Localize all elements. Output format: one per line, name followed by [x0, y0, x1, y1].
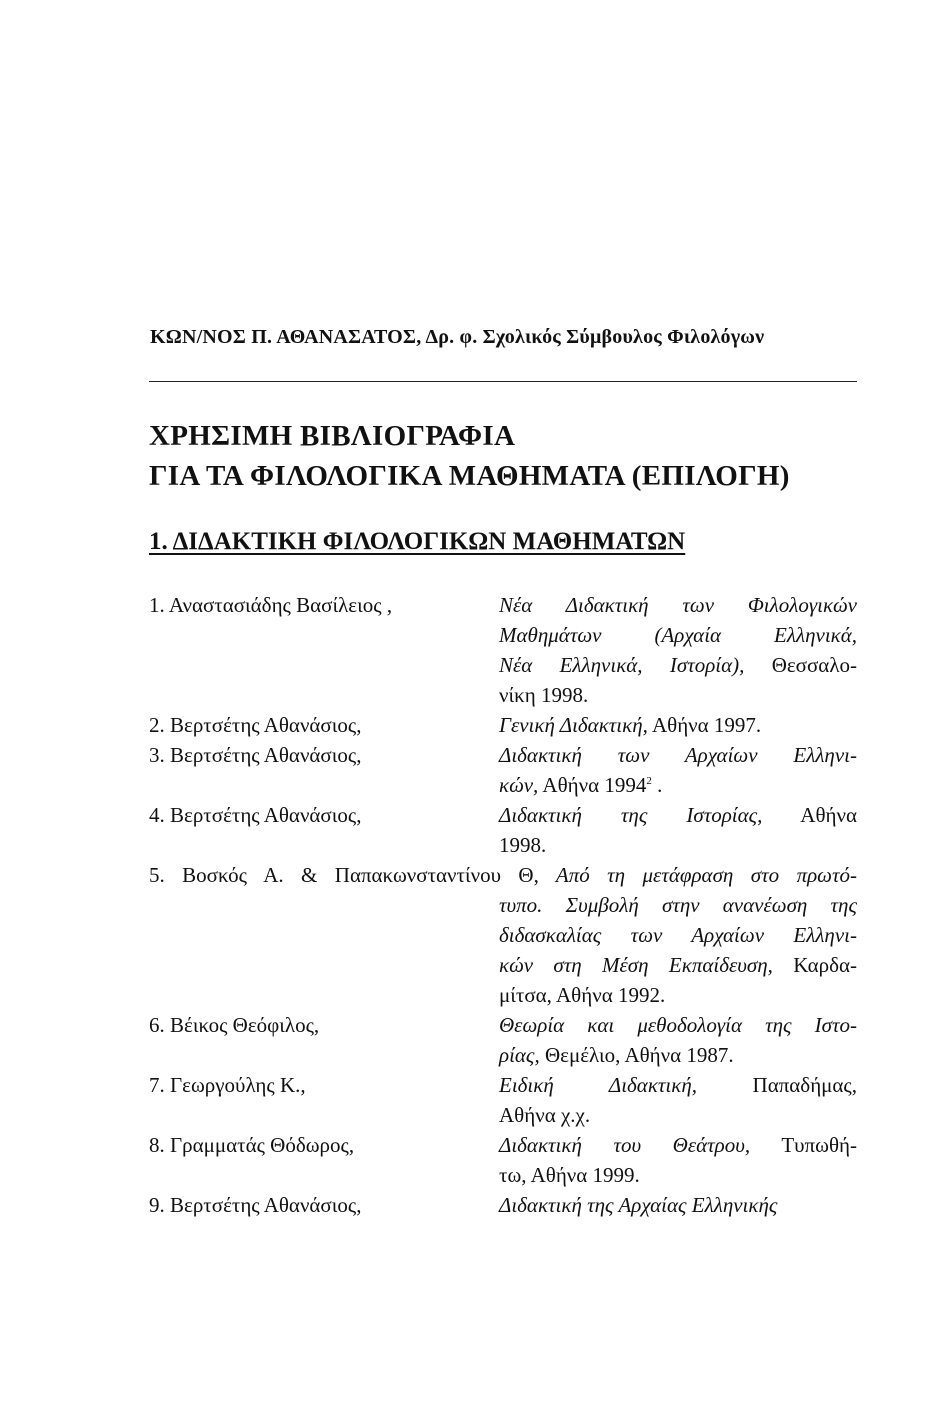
entry-work-line: [499, 1160, 857, 1190]
entry-work-line: [499, 1190, 857, 1220]
entry-work-line: [499, 830, 857, 860]
publication-info-text: .: [651, 773, 663, 797]
entry-work: [499, 710, 857, 740]
publication-info-text: Τυπωθή-: [750, 1133, 857, 1157]
work-title-text: ρίας,: [499, 1043, 540, 1067]
entry-work-line: [499, 1010, 857, 1040]
bibliography-entry: [149, 740, 859, 800]
publication-info-text: Αθήνα: [762, 803, 857, 827]
entry-work-line: [499, 590, 857, 620]
publication-info-text: Θεμέλιο, Αθήνα 1987.: [539, 1043, 734, 1067]
bibliography-entry: [149, 590, 859, 710]
entry-work-line: [499, 920, 857, 950]
entry-work-line: [499, 1100, 857, 1130]
entry-author: 7. Γεωργούλης Κ.,: [149, 1073, 306, 1097]
entry-author: 8. Γραμματάς Θόδωρος,: [149, 1133, 355, 1157]
work-title-text: διδασκαλίας των Αρχαίων Ελληνι-: [499, 923, 857, 947]
work-title-text: Διδακτική των Αρχαίων Ελληνι-: [499, 743, 857, 767]
publication-info-text: Παπαδήμας,: [697, 1073, 858, 1097]
work-title-text: Νέα Διδακτική των Φιλολογικών: [499, 593, 857, 617]
bibliography-entry: [149, 1070, 859, 1130]
publication-info-text: Αθήνα χ.χ.: [499, 1103, 591, 1127]
entry-work: [499, 1070, 857, 1130]
publication-info-text: Αθήνα 1994: [538, 773, 647, 797]
work-title-text: Μαθημάτων (Αρχαία Ελληνικά,: [499, 623, 857, 647]
page-title-line-2: ΓΙΑ ΤΑ ΦΙΛΟΛΟΓΙΚΑ ΜΑΘΗΜΑΤΑ (ΕΠΙΛΟΓΗ): [149, 460, 790, 492]
entry-author: 1. Αναστασιάδης Βασίλειος ,: [149, 593, 393, 617]
author-header: ΚΩΝ/ΝΟΣ Π. ΑΘΑΝΑΣΑΤΟΣ, Δρ. φ. Σχολικός Σύμβουλος Φιλολόγων: [150, 326, 765, 348]
entry-work-line: [499, 650, 857, 680]
entry-work: [499, 1010, 857, 1070]
entry-work-line: [499, 1070, 857, 1100]
entry-author: 4. Βερτσέτης Αθανάσιος,: [149, 803, 362, 827]
work-title-text: Διδακτική του Θεάτρου,: [499, 1133, 751, 1157]
work-title-text: Διδακτική της Αρχαίας Ελληνικής: [499, 1193, 778, 1217]
entry-work-line: [499, 1130, 857, 1160]
work-title-text: κών στη Μέση Εκπαίδευση,: [499, 953, 773, 977]
entry-work-line: [499, 800, 857, 830]
header-divider: [149, 381, 857, 382]
entry-work-line: [499, 1040, 857, 1070]
publication-info-text: Αθήνα 1997.: [647, 713, 762, 737]
work-title-text: Από τη μετάφραση στο πρωτό-: [538, 863, 857, 887]
entry-work: [499, 740, 857, 800]
page-title-line-1: ΧΡΗΣΙΜΗ ΒΙΒΛΙΟΓΡΑΦΙΑ: [149, 420, 516, 452]
bibliography-entry: [149, 1130, 859, 1190]
work-title-text: Θεωρία και μεθοδολογία της Ιστο-: [499, 1013, 857, 1037]
work-title-text: Γενική Διδακτική,: [499, 713, 648, 737]
bibliography-list: [149, 590, 859, 1220]
work-title-text: τυπο. Συμβολή στην ανανέωση της: [499, 893, 857, 917]
entry-work-line: [499, 980, 857, 1010]
entry-work: [499, 890, 857, 1010]
entry-work: [499, 1190, 857, 1220]
entry-work-line: [499, 770, 857, 800]
work-title-text: Νέα Ελληνικά, Ιστορία),: [499, 653, 745, 677]
entry-work: [499, 800, 857, 860]
entry-author: 2. Βερτσέτης Αθανάσιος,: [149, 713, 362, 737]
bibliography-entry: [149, 1010, 859, 1070]
bibliography-entry: [149, 860, 859, 1010]
work-title-text: Διδακτική της Ιστορίας,: [499, 803, 763, 827]
entry-work: [499, 590, 857, 710]
entry-work-line: [499, 740, 857, 770]
section-heading: 1. ΔΙΔΑΚΤΙΚΗ ΦΙΛΟΛΟΓΙΚΩΝ ΜΑΘΗΜΑΤΩΝ: [149, 528, 686, 555]
edition-superscript: 2: [646, 775, 652, 787]
entry-work-line: [499, 950, 857, 980]
entry-author: 3. Βερτσέτης Αθανάσιος,: [149, 743, 362, 767]
publication-info-text: τω, Αθήνα 1999.: [499, 1163, 640, 1187]
entry-work: [499, 1130, 857, 1190]
entry-work-line: [499, 710, 857, 740]
entry-author: 5. Βοσκός Α. & Παπακωνσταντίνου Θ,: [149, 863, 539, 887]
bibliography-entry: [149, 1190, 859, 1220]
entry-work-line: [499, 680, 857, 710]
entry-work-line: [499, 890, 857, 920]
publication-info-text: Καρδα-: [772, 953, 857, 977]
bibliography-entry: [149, 800, 859, 860]
publication-info-text: νίκη 1998.: [499, 683, 589, 707]
work-title-text: κών,: [499, 773, 539, 797]
publication-info-text: Θεσσαλο-: [744, 653, 857, 677]
entry-work-line: [499, 620, 857, 650]
work-title-text: Ειδική Διδακτική,: [499, 1073, 698, 1097]
publication-info-text: μίτσα, Αθήνα 1992.: [499, 983, 666, 1007]
entry-author-line: [149, 860, 857, 890]
entry-author: 6. Βέικος Θεόφιλος,: [149, 1013, 320, 1037]
publication-info-text: 1998.: [499, 833, 547, 857]
entry-author: 9. Βερτσέτης Αθανάσιος,: [149, 1193, 362, 1217]
bibliography-entry: [149, 710, 859, 740]
